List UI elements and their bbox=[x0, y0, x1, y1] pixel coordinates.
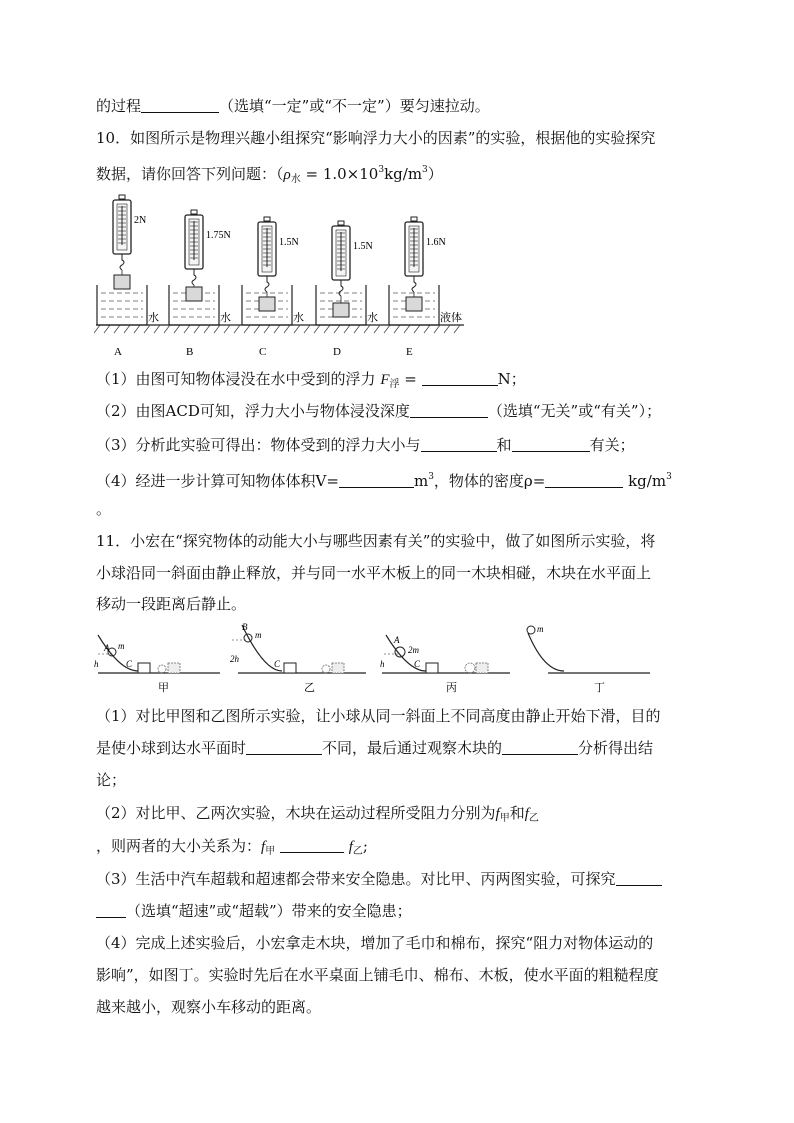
answer-blank[interactable] bbox=[545, 472, 623, 488]
setup-ding bbox=[527, 624, 650, 694]
q11-sub1-line1: （1）对比甲图和乙图所示实验，让小球从同一斜面上不同高度由静止开始下滑，目的 bbox=[96, 707, 661, 725]
scale-reading-label: 2N bbox=[134, 215, 147, 226]
text: 分析得出结 bbox=[578, 739, 654, 757]
caption-ding: 丁 bbox=[594, 682, 605, 694]
q10-sub4 bbox=[96, 467, 672, 491]
text: ） bbox=[427, 165, 443, 183]
object-block bbox=[333, 303, 349, 317]
caption-bing: 丙 bbox=[446, 682, 457, 694]
liquid-label: 水 bbox=[367, 312, 378, 324]
answer-blank[interactable] bbox=[422, 370, 498, 386]
text: kg/m bbox=[384, 165, 423, 183]
height-label: 2h bbox=[230, 654, 239, 664]
liquid-label: 水 bbox=[220, 312, 231, 324]
point-a-label: A bbox=[104, 643, 110, 653]
q11-sub1-line3: 论； bbox=[96, 771, 127, 789]
kinetic-energy-figure bbox=[94, 621, 654, 699]
liquid-label: 液体 bbox=[440, 312, 462, 324]
point-a-label: A bbox=[394, 635, 400, 645]
buoyancy-figure bbox=[94, 193, 474, 363]
text: = bbox=[399, 370, 417, 388]
q11-sub4-line2: 影响”，如图丁。实验时先后在水平桌面上铺毛巾、棉布、木板，使水平面的粗糙程度 bbox=[96, 966, 659, 984]
setup-letter-label: E bbox=[406, 346, 413, 358]
text: kg/m bbox=[628, 472, 667, 490]
object-block bbox=[406, 297, 422, 311]
symbol: F bbox=[380, 372, 390, 388]
setup-bing bbox=[380, 635, 510, 694]
superscript: 3 bbox=[422, 165, 428, 175]
text: （2）对比甲、乙两次实验，木块在运动过程所受阻力分别为 bbox=[96, 804, 496, 822]
setup-letter-label: A bbox=[114, 346, 122, 358]
scale-top-hook bbox=[191, 210, 197, 214]
object-block bbox=[114, 275, 130, 289]
height-label: h bbox=[380, 659, 385, 669]
line-prev-question-end bbox=[96, 96, 490, 116]
setup-letter-label: D bbox=[333, 346, 341, 358]
scale-reading-label: 1.5N bbox=[279, 237, 299, 248]
text: （2）由图ACD可知，浮力大小与物体浸没深度 bbox=[96, 402, 410, 420]
symbol: f bbox=[524, 806, 529, 822]
text: （4）经进一步计算可知物体体积V= bbox=[96, 472, 339, 490]
subscript: 乙 bbox=[528, 813, 539, 824]
subscript: 水 bbox=[290, 174, 301, 185]
text: （选填“无关”或“有关”）； bbox=[487, 402, 662, 420]
scale-reading-label: 1.5N bbox=[353, 241, 373, 252]
answer-blank[interactable] bbox=[339, 472, 414, 488]
answer-blank[interactable] bbox=[96, 902, 126, 918]
setup-letter-label: B bbox=[186, 346, 194, 358]
subscript: 甲 bbox=[265, 846, 276, 857]
text: ; bbox=[362, 837, 368, 855]
text: 是使小球到达水平面时 bbox=[96, 739, 247, 757]
scale-top-hook bbox=[338, 221, 344, 225]
text: m bbox=[413, 472, 429, 490]
text: （1）由图可知物体浸没在水中受到的浮力 bbox=[96, 370, 376, 388]
q11-sub4-line3: 越来越小，观察小车移动的距离。 bbox=[96, 998, 322, 1016]
text: = 1.0×10 bbox=[300, 165, 379, 183]
object-block bbox=[186, 287, 202, 301]
q11-stem-line2: 小球沿同一斜面由静止释放，并与同一水平木板上的同一木块相碰，木块在水平面上 bbox=[96, 564, 652, 582]
object-block bbox=[259, 297, 275, 311]
mass-label: m bbox=[537, 624, 544, 634]
setup-jia bbox=[94, 635, 220, 694]
text: 的过程 bbox=[96, 97, 142, 115]
text: 数据，请你回答下列问题：（ bbox=[96, 165, 284, 183]
point-c-label: C bbox=[126, 659, 133, 669]
scale-reading-label: 1.6N bbox=[426, 237, 446, 248]
scale-reading-label: 1.75N bbox=[206, 230, 231, 241]
answer-blank[interactable] bbox=[410, 402, 488, 418]
q10-stem-line2 bbox=[96, 160, 443, 190]
scale-top-hook bbox=[119, 195, 125, 199]
text: （选填“超速”或“超载”）带来的安全隐患； bbox=[126, 902, 412, 920]
rho-symbol: ρ bbox=[283, 167, 291, 183]
q10-stem-line1: 10．如图所示是物理兴趣小组探究“影响浮力大小的因素”的实验，根据他的实验探究 bbox=[96, 129, 656, 147]
scale-hook bbox=[412, 276, 416, 292]
scale-hook bbox=[120, 254, 124, 270]
symbol: f bbox=[261, 839, 266, 855]
liquid-label: 水 bbox=[148, 312, 159, 324]
mass-label: m bbox=[255, 630, 262, 640]
liquid-label: 水 bbox=[293, 312, 304, 324]
caption-yi: 乙 bbox=[304, 682, 315, 694]
point-c-label: C bbox=[414, 659, 421, 669]
q11-stem-line1: 11．小宏在“探究物体的动能大小与哪些因素有关”的实验中，做了如图所示实验，将 bbox=[96, 532, 656, 550]
answer-blank[interactable] bbox=[502, 739, 578, 755]
answer-blank[interactable] bbox=[616, 870, 662, 886]
subscript: 甲 bbox=[499, 813, 510, 824]
superscript: 3 bbox=[378, 165, 385, 175]
text: 和 bbox=[509, 804, 525, 822]
q11-sub2-line1 bbox=[96, 803, 539, 829]
answer-blank[interactable] bbox=[141, 97, 219, 113]
text: N； bbox=[497, 370, 526, 388]
height-label: h bbox=[94, 659, 99, 669]
q11-stem-line3: 移动一段距离后静止。 bbox=[96, 595, 247, 613]
symbol: f bbox=[495, 806, 500, 822]
text: （3）生活中汽车超载和超速都会带来安全隐患。对比甲、丙两图实验，可探究 bbox=[96, 870, 616, 888]
text: （选填“一定”或“不一定”）要匀速拉动。 bbox=[219, 97, 490, 115]
q10-sub2 bbox=[96, 401, 661, 421]
subscript: 乙 bbox=[352, 846, 363, 857]
mass-label: 2m bbox=[408, 645, 419, 655]
text: 有关； bbox=[589, 436, 635, 454]
q11-sub1-line2 bbox=[96, 738, 653, 758]
scale-hook bbox=[192, 269, 196, 285]
setup-yi bbox=[230, 622, 366, 694]
text: ，则两者的大小关系为： bbox=[96, 837, 262, 855]
setup-letter-label: C bbox=[259, 346, 267, 358]
point-b-label: B bbox=[242, 622, 248, 632]
q10-sub4-end: 。 bbox=[96, 500, 112, 518]
subscript: 浮 bbox=[389, 379, 400, 390]
q11-sub3-line2 bbox=[96, 901, 412, 921]
q10-sub1 bbox=[96, 369, 526, 395]
symbol: f bbox=[348, 839, 353, 855]
q11-sub2-line2 bbox=[96, 836, 368, 862]
answer-blank[interactable] bbox=[512, 436, 590, 452]
superscript: 3 bbox=[428, 472, 434, 482]
q10-sub3 bbox=[96, 435, 635, 455]
answer-blank[interactable] bbox=[246, 739, 322, 755]
text: ，物体的密度ρ= bbox=[433, 472, 546, 490]
text: （3）分析此实验可得出：物体受到的浮力大小与 bbox=[96, 436, 421, 454]
q11-sub4-line1: （4）完成上述实验后，小宏拿走木块，增加了毛巾和棉布，探究“阻力对物体运动的 bbox=[96, 934, 654, 952]
answer-blank[interactable] bbox=[280, 837, 344, 853]
answer-blank[interactable] bbox=[421, 436, 497, 452]
q11-sub3-line1 bbox=[96, 869, 662, 889]
text: 和 bbox=[496, 436, 512, 454]
beaker bbox=[97, 285, 147, 325]
mass-label: m bbox=[118, 641, 125, 651]
caption-jia: 甲 bbox=[158, 682, 169, 694]
scale-top-hook bbox=[264, 217, 270, 221]
superscript: 3 bbox=[666, 472, 672, 482]
point-c-label: C bbox=[274, 659, 281, 669]
scale-top-hook bbox=[411, 217, 417, 221]
scale-hook bbox=[339, 280, 343, 296]
text: 不同，最后通过观察木块的 bbox=[322, 739, 503, 757]
scale-hook bbox=[265, 276, 269, 292]
